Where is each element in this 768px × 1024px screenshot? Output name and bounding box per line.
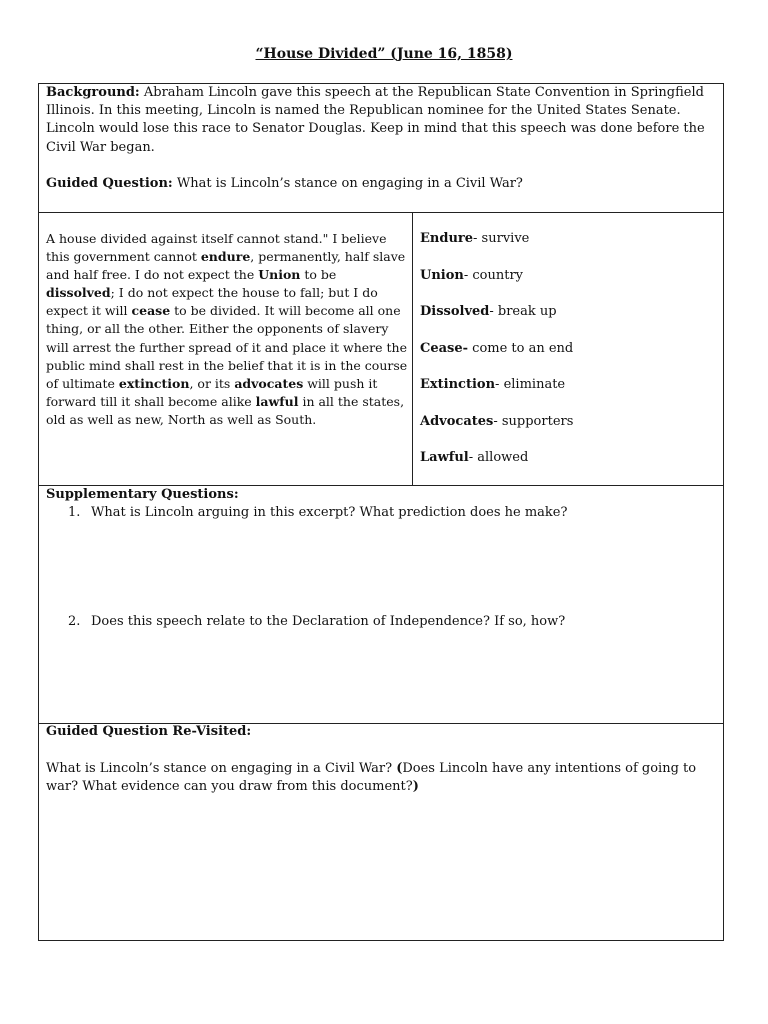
vocab-term: Endure (420, 231, 474, 246)
passage-text-segment: to be divided. It will become all one thing, or all the other. Either the opponents of slavery will arrest the further spread of it and place it where the public mind shall rest in the belief that it is in the course of ultimate (46, 303, 408, 391)
background-label: Background: (46, 85, 140, 100)
vocab-term: Lawful (420, 450, 469, 465)
vocab-highlight: extinction (118, 375, 190, 391)
vocab-item (420, 413, 720, 450)
vocab-definition: come to an end (468, 340, 574, 356)
vocab-term: Advocates (420, 413, 494, 429)
guided-question-label: Guided Question: (46, 176, 173, 191)
vocab-highlight: Union (258, 267, 301, 283)
passage-text-segment: in all the states, old as well as new, North as well as South. (46, 393, 405, 427)
paren-open: ( (396, 761, 403, 776)
passage-text-segment: ; I do not expect the house to fall; but I do expect it will (46, 285, 378, 319)
vocab-highlight: dissolved (46, 285, 111, 301)
vocab-definition: - allowed (468, 450, 529, 465)
guided-question-text: What is Lincoln’s stance on engaging in a Civil War? (172, 176, 523, 191)
supplementary-heading: Supplementary Questions: (46, 487, 239, 502)
question-number: 2. (68, 614, 81, 629)
paren-close: ) (412, 779, 419, 795)
vocab-item (420, 449, 720, 486)
vocab-definition: - country (463, 267, 524, 283)
vocab-definition: - eliminate (495, 377, 566, 392)
revisited-box (38, 723, 724, 941)
passage-box (38, 212, 724, 486)
vocab-highlight: lawful (255, 393, 299, 409)
passage-text-segment: , permanently, half slave and half free. I do not expect the (46, 249, 406, 283)
vocab-item (420, 340, 720, 377)
passage-text-segment: A house divided against itself cannot stand." I believe this government cannot (46, 231, 387, 265)
supplementary-box (38, 485, 724, 724)
revisited-heading: Guided Question Re-Visited: (46, 724, 252, 739)
vocab-item (420, 303, 720, 340)
passage-text-segment: , or its (189, 375, 235, 391)
vocab-definition: - survive (473, 231, 530, 246)
question-text: Does this speech relate to the Declaration of Independence? If so, how? (91, 614, 566, 629)
vocab-definition: - supporters (493, 413, 574, 429)
speech-excerpt (46, 230, 408, 429)
guided-question (46, 175, 718, 193)
revisited-follow-up: Does Lincoln have any intentions of going to war? What evidence can you draw from this document? (46, 761, 697, 795)
vocab-item (420, 230, 720, 267)
vocab-definition: - break up (489, 304, 557, 319)
background-text: Abraham Lincoln gave this speech at the Republican State Convention in Springfield Illinois. In this meeting, Lincoln is named the Republican nominee for the United States Senate. Lincoln would lose this race to Senator Douglas. Keep in mind that this speech was done before the Civil War began. (46, 85, 705, 155)
vocab-term: Cease- (420, 340, 469, 356)
supplementary-question (68, 613, 565, 631)
question-number: 1. (68, 505, 81, 520)
column-divider (412, 213, 413, 485)
passage-text-segment: to be (300, 267, 337, 283)
revisited-question-text: What is Lincoln’s stance on engaging in a Civil War? (46, 761, 397, 776)
background-paragraph (46, 84, 718, 157)
background-box (38, 83, 724, 213)
vocabulary-list (420, 230, 720, 486)
passage-text-segment: will push it forward till it shall become alike (46, 375, 378, 409)
vocab-term: Union (420, 267, 464, 283)
question-text: What is Lincoln arguing in this excerpt? What prediction does he make? (91, 505, 568, 520)
document-title: “House Divided” (June 16, 1858) (255, 46, 513, 62)
vocab-highlight: advocates (234, 375, 304, 391)
vocab-term: Dissolved (420, 304, 490, 319)
vocab-term: Extinction (420, 377, 496, 392)
supplementary-question (68, 504, 567, 522)
vocab-item (420, 267, 720, 304)
vocab-highlight: cease (131, 303, 171, 319)
revisited-question (46, 760, 718, 796)
vocab-item (420, 376, 720, 413)
vocab-highlight: endure (200, 249, 251, 265)
